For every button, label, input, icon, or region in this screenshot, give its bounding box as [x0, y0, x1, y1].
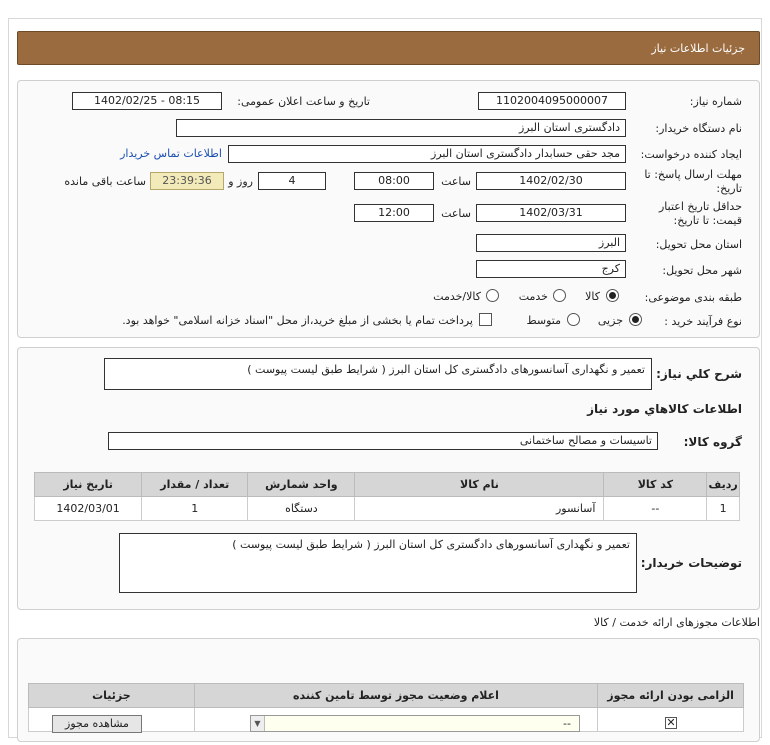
buyer-notes-label: توضیحات خریدار:: [640, 556, 742, 570]
announce-label: تاریخ و ساعت اعلان عمومی:: [237, 95, 370, 108]
need-number-field[interactable]: 1102004095000007: [478, 92, 626, 110]
goods-table: [34, 472, 740, 521]
validity-label-2: قیمت: تا تاریخ:: [673, 214, 742, 227]
process-option-medium: متوسط: [526, 314, 561, 327]
permits-col-details: جزئیات: [29, 684, 195, 708]
category-radio-goods-service[interactable]: [486, 289, 499, 302]
permits-table-header: [29, 684, 744, 708]
goods-group-label: گروه کالا:: [683, 435, 742, 449]
city-label: شهر محل تحویل:: [662, 264, 742, 277]
buyer-org-field[interactable]: دادگستری استان البرز: [176, 119, 626, 137]
process-label: نوع فرآیند خرید :: [664, 315, 742, 328]
permit-required-checkbox[interactable]: ✕: [666, 716, 676, 729]
deadline-days-field[interactable]: 4: [258, 172, 326, 190]
process-radio-medium[interactable]: [567, 313, 580, 326]
permits-section-title: اطلاعات مجوزهای ارائه خدمت / کالا: [593, 616, 760, 629]
deadline-label-2: تاریخ:: [716, 182, 742, 195]
goods-cell-qty: 1: [142, 497, 248, 521]
category-radio-goods[interactable]: [606, 289, 619, 302]
chevron-down-icon: ▼: [251, 716, 265, 731]
goods-section-title: اطلاعات کالاهاي مورد نياز: [587, 402, 742, 416]
city-field[interactable]: کرج: [476, 260, 626, 278]
requester-field[interactable]: مجد حقی حسابدار دادگستری استان البرز: [228, 145, 626, 163]
page-title: جزئیات اطلاعات نیاز: [651, 42, 745, 55]
goods-col-row: ردیف: [707, 473, 740, 497]
requester-label: ایجاد کننده درخواست:: [640, 148, 742, 161]
permits-col-required: الزامی بودن ارائه مجوز: [598, 684, 744, 708]
permit-status-value: --: [563, 717, 571, 730]
goods-cell-name: آسانسور: [355, 497, 604, 521]
goods-cell-code: --: [604, 497, 707, 521]
goods-col-qty: تعداد / مقدار: [142, 473, 248, 497]
validity-time-label: ساعت: [441, 207, 471, 220]
goods-col-code: کد کالا: [604, 473, 707, 497]
goods-cell-row: 1: [707, 497, 740, 521]
category-radio-service[interactable]: [553, 289, 566, 302]
description-field[interactable]: تعمیر و نگهداری آسانسورهای دادگستری کل استان البرز ( شرایط طبق لیست پیوست ): [104, 358, 652, 390]
goods-table-header: [35, 473, 740, 497]
goods-col-unit: واحد شمارش: [248, 473, 355, 497]
goods-col-date: تاریخ نیاز: [35, 473, 142, 497]
treasury-payment-note: پرداخت تمام یا بخشی از مبلغ خرید،از محل "اسناد خزانه اسلامی" خواهد بود.: [122, 314, 473, 327]
deadline-date-field[interactable]: 1402/02/30: [476, 172, 626, 190]
category-option-goods: کالا: [585, 290, 600, 303]
deadline-time-field[interactable]: 08:00: [354, 172, 434, 190]
goods-col-name: نام کالا: [355, 473, 604, 497]
category-label: طبقه بندی موضوعی:: [644, 291, 742, 304]
remaining-timer: 23:39:36: [150, 172, 224, 190]
buyer-org-label: نام دستگاه خریدار:: [655, 122, 742, 135]
need-number-label: شماره نیاز:: [689, 95, 742, 108]
description-label: شرح کلي نياز:: [656, 367, 742, 381]
goods-group-field[interactable]: تاسیسات و مصالح ساختمانی: [108, 432, 658, 450]
days-label: روز و: [228, 175, 253, 188]
validity-date-field[interactable]: 1402/03/31: [476, 204, 626, 222]
category-option-service: خدمت: [518, 290, 548, 303]
page-header: [17, 31, 760, 65]
permits-col-status: اعلام وضعیت مجوز توسط تامین کننده: [194, 684, 597, 708]
province-label: استان محل تحویل:: [655, 238, 742, 251]
remaining-label: ساعت باقی مانده: [64, 175, 146, 188]
view-permit-button[interactable]: مشاهده مجوز: [52, 715, 142, 733]
permit-status-select[interactable]: [250, 715, 580, 732]
goods-cell-date: 1402/03/01: [35, 497, 142, 521]
goods-cell-unit: دستگاه: [248, 497, 355, 521]
validity-label-1: حداقل تاریخ اعتبار: [658, 200, 742, 213]
buyer-contact-link[interactable]: اطلاعات تماس خریدار: [120, 147, 222, 160]
process-option-minor: جزیی: [597, 314, 623, 327]
validity-time-field[interactable]: 12:00: [354, 204, 434, 222]
deadline-time-label: ساعت: [441, 175, 471, 188]
buyer-notes-field[interactable]: تعمیر و نگهداری آسانسورهای دادگستری کل استان البرز ( شرایط طبق لیست پیوست ): [119, 533, 637, 593]
table-row: [35, 497, 740, 521]
process-radio-minor[interactable]: [629, 313, 642, 326]
deadline-label-1: مهلت ارسال پاسخ: تا: [644, 168, 742, 181]
treasury-payment-checkbox[interactable]: [479, 313, 492, 326]
category-option-goods-service: کالا/خدمت: [433, 290, 481, 303]
province-field[interactable]: البرز: [476, 234, 626, 252]
announce-datetime-field[interactable]: 1402/02/25 - 08:15: [72, 92, 222, 110]
